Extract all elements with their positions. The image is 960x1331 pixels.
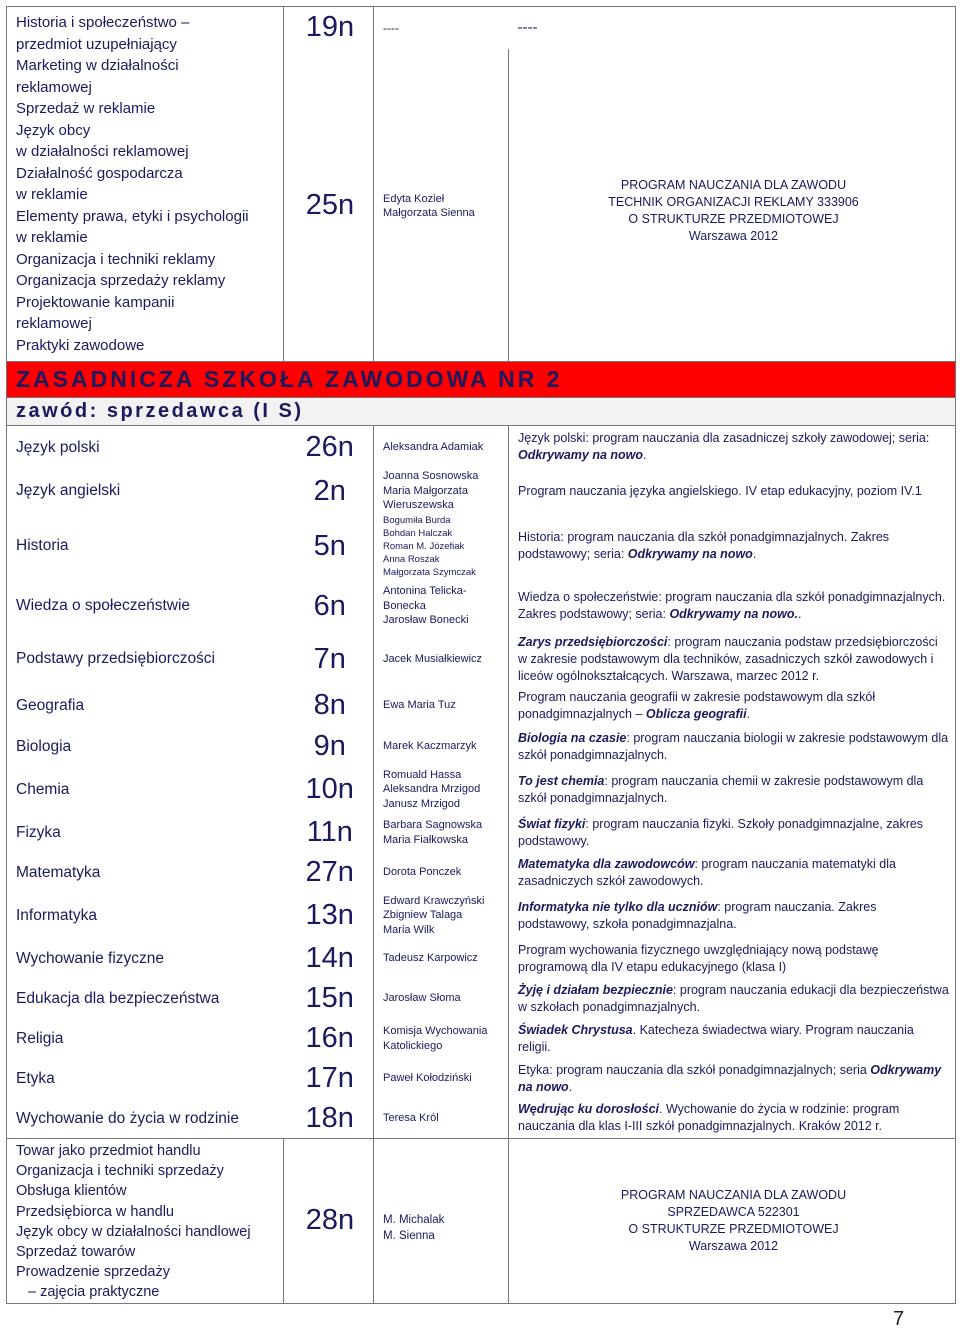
subject-name: Biologia [7, 727, 284, 767]
subject-line: reklamowej [16, 315, 92, 332]
author-line: Romuald Hassa [383, 768, 462, 781]
author-line: Bonecka [383, 599, 426, 612]
program-description [509, 685, 956, 727]
author-line: Komisja Wychowania [383, 1025, 488, 1037]
subject-name: Chemia [7, 767, 284, 813]
author-line: Jarosław Bonecki [383, 614, 469, 627]
program-text: . [797, 607, 802, 621]
author-line: Zbigniew Talaga [383, 909, 463, 922]
program-line: PROGRAM NAUCZANIA DLA ZAWODU [620, 177, 847, 192]
program-text: Program wychowania fizycznego uwzględniający nową podstawę programową dla IV etapu edukacyjnego (klasa I) [518, 942, 879, 974]
program-description [509, 469, 956, 514]
subject-line: Język obcy [16, 121, 91, 139]
program-title: Odkrywamy na nowo [627, 547, 753, 561]
program-description [509, 426, 956, 469]
program-description [509, 1099, 956, 1139]
author-line: Maria Wilk [383, 923, 435, 936]
program-text: : program nauczania edukacji dla bezpieczeństwa w szkołach ponadgimnazjalnych. [518, 982, 949, 1014]
authors-cell [374, 939, 509, 979]
program-description [509, 727, 956, 767]
subject-line: Działalność gospodarcza [16, 164, 183, 182]
program-description [509, 853, 956, 893]
program-number: 18n [284, 1099, 374, 1139]
program-line: O STRUKTURZE PRZEDMIOTOWEJ [628, 1221, 839, 1236]
program-number: 7n [284, 634, 374, 685]
subject-name: Wychowanie do życia w rodzinie [7, 1099, 284, 1139]
program-number: 10n [284, 767, 374, 813]
program-text: Wiedza o społeczeństwie: program nauczania dla szkół ponadgimnazjalnych. Zakres podstawowy; seria: [518, 590, 946, 621]
program-text: : program nauczania chemii w zakresie podstawowym dla szkół ponadgimnazjalnych. [518, 773, 924, 805]
author-line: Katolickiego [383, 1039, 443, 1052]
bottom-block-row [7, 1139, 956, 1304]
subject-name: Wychowanie fizyczne [7, 939, 284, 979]
page-number: 7 [893, 1308, 905, 1330]
program-line: SPRZEDAWCA 522301 [667, 1204, 800, 1219]
author-line: Jacek Musiałkiewicz [383, 652, 483, 665]
program-text: Etyka: program nauczania dla szkół ponadgimnazjalnych; seria [518, 1062, 871, 1077]
subject-line: Sprzedaż towarów [16, 1244, 136, 1261]
author-line: Bogumiła Burda [383, 514, 451, 526]
subject-line: – zajęcia praktyczne [28, 1284, 160, 1301]
subject-name: Etyka [7, 1059, 284, 1099]
program-title: Wędrując ku dorosłości [518, 1102, 660, 1117]
subject-row [7, 813, 956, 853]
subject-line: w reklamie [16, 186, 88, 203]
subject-line: w reklamie [16, 229, 88, 246]
subject-name: Informatyka [7, 893, 284, 939]
subject-line: Projektowanie kampanii [16, 293, 175, 311]
program-title: Świadek Chrystusa [518, 1022, 633, 1037]
program-description [509, 579, 956, 634]
program-description [509, 979, 956, 1019]
subject-row [7, 685, 956, 727]
program-title: Odkrywamy na nowo [518, 1062, 942, 1094]
program-line: TECHNIK ORGANIZACJI REKLAMY 333906 [608, 194, 859, 209]
authors-cell [374, 514, 509, 579]
subject-row [7, 727, 956, 767]
author-line: Roman M. Józefiak [383, 540, 465, 552]
subject-row [7, 1059, 956, 1099]
program-line: O STRUKTURZE PRZEDMIOTOWEJ [628, 211, 839, 226]
program-number: 16n [284, 1019, 374, 1059]
authors-cell [374, 813, 509, 853]
subject-line: Organizacja i techniki reklamy [16, 250, 216, 268]
author-line: M. Sienna [383, 1229, 435, 1242]
curriculum-table [6, 6, 956, 1304]
author-line: Janusz Mrzigod [383, 797, 461, 810]
subject-line: przedmiot uzupełniający [16, 35, 177, 53]
subject-row [7, 426, 956, 469]
school-banner: ZASADNICZA SZKOŁA ZAWODOWA NR 2 [7, 362, 956, 398]
program-description [509, 813, 956, 853]
author-line: Małgorzata Szymczak [383, 566, 476, 578]
program-title: Odkrywamy na nowo [518, 448, 644, 463]
subject-line: Sprzedaż w reklamie [16, 100, 156, 117]
author-line: Aleksandra Adamiak [383, 441, 484, 453]
program-text: Program nauczania języka angielskiego. IV etap edukacyjny, poziom IV.1 [518, 483, 922, 498]
program-number: 13n [284, 893, 374, 939]
top-number-1: 19n [284, 7, 374, 49]
top-number-2: 25n [284, 49, 374, 362]
program-number: 26n [284, 426, 374, 469]
authors-cell [374, 1099, 509, 1139]
program-description [509, 514, 956, 579]
author-line: Maria Fiałkowska [383, 833, 468, 846]
program-number: 17n [284, 1059, 374, 1099]
subject-row [7, 469, 956, 514]
program-title: Matematyka dla zawodowców [518, 856, 695, 871]
program-title: Oblicza geografii [645, 706, 747, 721]
authors-cell [374, 1059, 509, 1099]
subject-name: Język polski [7, 426, 284, 469]
program-title: Odkrywamy na nowo. [669, 607, 798, 621]
author-line: Edyta Kozieł [383, 192, 445, 205]
author-line: M. Michalak [383, 1214, 445, 1227]
author-line: Małgorzata Sienna [383, 207, 475, 219]
subject-line: Prowadzenie sprzedaży [16, 1264, 170, 1281]
program-text: : program nauczania biologii w zakresie podstawowym dla szkół ponadgimnazjalnych. [518, 730, 949, 762]
program-number: 11n [284, 813, 374, 853]
subject-row [7, 893, 956, 939]
subject-line: Obsługa klientów [16, 1183, 127, 1200]
subject-row [7, 634, 956, 685]
program-text: Język polski: program nauczania dla zasadniczej szkoły zawodowej; seria: [518, 431, 930, 446]
subject-line: Praktyki zawodowe [16, 336, 145, 354]
author-line: Tadeusz Karpowicz [383, 952, 478, 965]
top-subjects-cell [7, 7, 284, 362]
authors-cell [374, 767, 509, 813]
subject-name: Język angielski [7, 469, 284, 514]
authors-cell [374, 469, 509, 514]
subject-line: reklamowej [16, 78, 92, 96]
subject-name: Historia [7, 514, 284, 579]
program-text: : program nauczania. Zakres podstawowy, szkoła ponadgimnazjalna. [518, 899, 877, 931]
author-line: Jarosław Słoma [383, 992, 461, 1005]
subject-name: Matematyka [7, 853, 284, 893]
subject-line: w działalności reklamowej [16, 143, 189, 160]
author-line: Marek Kaczmarzyk [383, 740, 477, 753]
subject-line: Marketing w działalności [16, 57, 179, 74]
program-description [509, 1019, 956, 1059]
author-line: Ewa Maria Tuz [383, 699, 456, 712]
subject-row [7, 853, 956, 893]
authors-cell [374, 727, 509, 767]
author-line: Teresa Król [383, 1112, 439, 1124]
subject-name: Podstawy przedsiębiorczości [7, 634, 284, 685]
program-text: : program nauczania fizyki. Szkoły ponadgimnazjalne, zakres podstawowy. [518, 816, 924, 848]
program-line: Warszawa 2012 [688, 1238, 779, 1253]
subject-row [7, 1099, 956, 1139]
author-line: Anna Roszak [383, 553, 440, 565]
program-description [509, 1059, 956, 1099]
program-text: . Katecheza świadectwa wiary. Program nauczania religii. [518, 1022, 914, 1054]
subject-row [7, 939, 956, 979]
program-text: Program nauczania geografii w zakresie podstawowym dla szkół ponadgimnazjalnych – [518, 689, 876, 721]
program-number: 9n [284, 727, 374, 767]
subject-line: Język obcy w działalności handlowej [16, 1223, 251, 1240]
subject-row [7, 979, 956, 1019]
program-title: Świat fizyki [518, 816, 586, 831]
author-line: Maria Małgorzata [383, 484, 468, 497]
program-text: . [746, 706, 751, 721]
subject-name: Geografia [7, 685, 284, 727]
author-line: Barbara Sagnowska [383, 819, 483, 831]
author-line: Aleksandra Mrzigod [383, 783, 481, 796]
author-line: Bohdan Halczak [383, 527, 453, 539]
program-number: 5n [284, 514, 374, 579]
author-line: Joanna Sosnowska [383, 470, 479, 483]
bottom-authors [374, 1139, 509, 1304]
program-number: 6n [284, 579, 374, 634]
subject-line: Przedsiębiorca w handlu [16, 1203, 174, 1220]
program-description [509, 939, 956, 979]
program-description [509, 767, 956, 813]
program-text: . Wychowanie do życia w rodzinie: program nauczania dla klas I-III szkół ponadgimnazjalnych. Kraków 2012 r. [518, 1102, 900, 1134]
bottom-subjects-cell [7, 1139, 284, 1304]
author-line: Antonina Telicka- [383, 585, 467, 598]
authors-cell [374, 893, 509, 939]
author-line: Wieruszewska [383, 499, 454, 512]
subject-row [7, 514, 956, 579]
subject-line: Towar jako przedmiot handlu [16, 1143, 201, 1159]
authors-cell [374, 1019, 509, 1059]
subject-row [7, 767, 956, 813]
top-authors-dash: ---- [374, 7, 509, 49]
top-program [509, 49, 956, 362]
program-number: 27n [284, 853, 374, 893]
bottom-program [509, 1139, 956, 1304]
program-number: 15n [284, 979, 374, 1019]
authors-cell [374, 979, 509, 1019]
top-authors [374, 49, 509, 362]
program-line: Warszawa 2012 [688, 228, 779, 243]
subject-line: Elementy prawa, etyki i psychologii [16, 207, 249, 225]
profession-subtitle: zawód: sprzedawca (I S) [7, 398, 956, 426]
program-title: Zarys przedsiębiorczości [518, 634, 668, 649]
program-line: PROGRAM NAUCZANIA DLA ZAWODU [620, 1187, 847, 1202]
subject-name: Fizyka [7, 813, 284, 853]
document-page [6, 6, 956, 1304]
program-number: 8n [284, 685, 374, 727]
program-description [509, 634, 956, 685]
subject-row [7, 1019, 956, 1059]
bottom-number: 28n [284, 1139, 374, 1304]
authors-cell [374, 579, 509, 634]
program-number: 14n [284, 939, 374, 979]
authors-cell [374, 426, 509, 469]
author-line: Paweł Kołodziński [383, 1072, 472, 1085]
program-title: Informatyka nie tylko dla uczniów [518, 899, 718, 914]
program-text: . [752, 547, 757, 561]
subject-line: Organizacja sprzedaży reklamy [16, 272, 226, 289]
authors-cell [374, 853, 509, 893]
subject-row [7, 579, 956, 634]
subject-name: Edukacja dla bezpieczeństwa [7, 979, 284, 1019]
program-number: 2n [284, 469, 374, 514]
program-text: : program nauczania matematyki dla zasadniczych szkół zawodowych. [518, 856, 896, 888]
program-title: Biologia na czasie [518, 730, 627, 745]
program-text: : program nauczania podstaw przedsiębiorczości w zakresie podstawowym dla techników, zasadniczych szkół zawodowych i liceów ogólnokształcących. Warszawa, marzec 2012 r. [518, 634, 938, 683]
author-line: Dorota Ponczek [383, 866, 462, 879]
top-subjects-list [16, 12, 277, 356]
program-text: . [568, 1079, 573, 1094]
program-title: Żyję i działam bezpiecznie [518, 982, 673, 997]
authors-cell [374, 685, 509, 727]
author-line: Edward Krawczyński [383, 894, 485, 907]
top-program-dash: ---- [509, 7, 956, 49]
subject-name: Wiedza o społeczeństwie [7, 579, 284, 634]
program-description [509, 893, 956, 939]
authors-cell [374, 634, 509, 685]
subject-line: Organizacja i techniki sprzedaży [16, 1163, 224, 1180]
subject-name: Religia [7, 1019, 284, 1059]
subject-line: Historia i społeczeństwo – [16, 14, 190, 31]
program-title: To jest chemia [518, 773, 605, 788]
program-text: Historia: program nauczania dla szkół ponadgimnazjalnych. Zakres podstawowy; seria: [518, 530, 890, 561]
program-text: . [643, 448, 647, 463]
